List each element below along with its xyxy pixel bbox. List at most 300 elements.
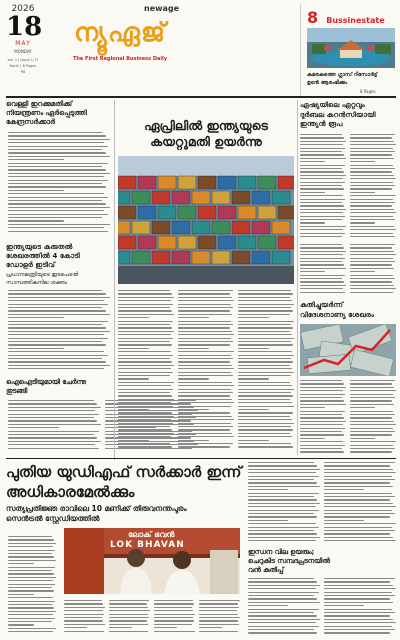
container-shape [238,206,256,219]
body-text-line [350,226,394,227]
body-text-line [248,588,316,589]
body-text-line [154,603,194,604]
body-text-line [238,334,292,335]
body-text-line [324,496,395,497]
body-text-line [238,348,269,349]
container-shape [152,221,170,234]
body-text-line [118,372,173,373]
body-text-line [8,563,34,564]
body-text-line [8,310,106,311]
container-shape [212,191,230,204]
right-story2 [300,300,396,319]
photo-banner-malayalam: ലോക് ഭവൻ [128,530,175,539]
main-story-body-center [64,600,240,636]
body-text-line [8,224,110,225]
body-text-line [178,314,232,315]
body-text-line [238,338,294,339]
body-text-line [118,344,172,345]
date-weekday: MONDAY [14,49,32,54]
body-text-line [350,281,392,282]
container-shape [118,191,130,204]
main-subhead-2: സെൻട്രൽ സ്റ്റേഡിയത്തിൽ [6,514,100,523]
body-text-line [8,186,106,187]
body-text-line [118,436,171,437]
body-text-line [8,231,108,232]
body-text-line [8,149,102,150]
body-text-line [199,627,222,628]
body-text-line [178,392,233,393]
body-text-line [154,600,193,601]
container-shape [158,236,176,249]
body-text-line [238,368,292,369]
body-text-line [199,620,238,621]
body-text-line [300,158,346,159]
body-text-line [238,416,290,417]
body-text-line [178,293,230,294]
left-story2-sub-2: സാമ്പത്തികനില ശക്തം [6,280,68,286]
body-text-line [350,261,395,262]
body-text-line [118,300,171,301]
body-text-line [350,188,392,189]
body-text-line [8,539,54,540]
container-shape [252,251,270,264]
right-story3-head-3: വൻ കുതിപ്പ് [248,566,284,574]
body-text-line [238,378,269,379]
body-text-line [8,193,104,194]
body-text-line [248,605,288,606]
date-month: MAY [15,40,31,47]
body-text-line [238,324,291,325]
body-text-line [324,592,392,593]
body-text-line [118,378,149,379]
container-shape [152,191,170,204]
body-text-line [350,212,396,213]
body-text-line [248,472,316,473]
body-text-line [64,627,87,628]
container-shape [232,191,250,204]
body-text-line [178,419,234,420]
body-text-line [350,175,394,176]
body-text-line [8,361,106,362]
body-text-line [248,598,317,599]
right-photo-currency [300,324,396,376]
body-text-line [238,358,291,359]
right-story3-body [248,578,396,636]
body-text-line [238,436,292,437]
body-text-line [248,585,320,586]
container-shape [118,176,136,189]
container-shape [218,236,236,249]
body-text-line [118,402,171,403]
body-text-line [300,192,325,193]
body-text-line [238,290,291,291]
body-text-line [324,462,395,463]
body-text-line [324,598,390,599]
body-text-line [8,573,54,574]
body-text-line [300,134,342,135]
body-text-line [238,300,292,301]
body-text-line [199,603,238,604]
lead-headline [118,118,294,150]
body-text-line [8,611,56,612]
body-text-line [8,607,54,608]
body-text-line [118,327,172,328]
body-text-line [178,365,232,366]
body-text-line [8,293,106,294]
body-text-line [109,620,147,621]
body-text-line [64,620,103,621]
body-text-line [178,304,231,305]
body-text-line [178,344,230,345]
body-text-line [300,254,343,255]
body-text-line [300,178,343,179]
body-text-line [178,443,233,444]
container-shape [238,236,256,249]
body-text-line [324,609,392,610]
body-text-line [350,271,375,272]
body-text-line [8,420,97,421]
body-text-line [324,619,393,620]
body-text-line [350,165,393,166]
body-text-line [324,629,395,630]
body-text-line [300,397,342,398]
body-text-line [300,407,325,408]
body-text-line [118,334,171,335]
lead-body [118,290,294,450]
body-text-line [324,527,392,528]
body-text-line [154,631,195,632]
body-text-line [8,365,110,366]
body-text-line [248,615,317,616]
body-text-line [178,368,234,369]
body-text-line [178,331,232,332]
body-text-line [8,307,102,308]
container-shape [212,251,230,264]
container-shape [218,206,236,219]
body-text-line [178,290,233,291]
body-text-line [8,437,97,438]
left-story3-head-1: ഐഐടിയുമായി ചേർന്നു [6,378,86,386]
body-text-line [8,210,104,211]
body-text-line [300,258,345,259]
body-text-line [8,553,52,554]
body-text-line [118,392,170,393]
body-text-line [300,236,342,237]
body-text-line [199,607,239,608]
body-text-line [248,496,314,497]
edition-line-2: Kochi | 8 Pages [9,64,37,68]
lead-headline-1: ഏപ്രിലിൽ ഇന്ത്യയുടെ [144,118,268,133]
body-text-line [8,180,108,181]
body-text-line [118,409,149,410]
body-text-line [8,190,64,191]
body-text-line [8,604,52,605]
body-text-line [8,139,110,140]
container-shape [198,176,216,189]
body-text-line [64,600,102,601]
right-story2-head-1: കുതിച്ചുയർന്ന് [300,300,344,309]
body-text-line [8,427,59,428]
body-text-line [324,626,392,627]
body-text-line [8,448,99,449]
body-text-line [324,510,392,511]
body-text-line [300,161,325,162]
body-text-line [300,451,344,452]
body-text-line [178,382,232,383]
body-text-line [8,146,108,147]
body-text-line [238,389,294,390]
body-text-line [8,321,108,322]
body-text-line [64,610,103,611]
body-text-line [350,205,392,206]
right-story1-head-2: ദുർബല കറൻസിയായി [300,109,376,119]
body-text-line [178,338,231,339]
body-text-line [8,414,99,415]
body-text-line [350,264,392,265]
body-text-line [238,399,290,400]
container-shape [278,206,294,219]
body-text-line [64,607,105,608]
body-text-line [238,310,293,311]
promo-box[interactable] [300,4,396,96]
body-text-line [109,607,148,608]
body-text-line [300,288,343,289]
body-text-line [178,389,231,390]
logo-block[interactable] [46,6,194,68]
body-text-line [8,176,104,177]
body-text-line [350,383,392,384]
body-text-line [350,438,375,439]
body-text-line [350,216,393,217]
main-headline-1: പുതിയ യുഡിഎഫ് സർക്കാർ ഇന്ന് [6,463,242,481]
body-text-line [300,275,345,276]
body-text-line [350,222,375,223]
date-day: 18 [6,12,43,42]
body-text-line [8,444,95,445]
body-text-line [350,258,393,259]
body-text-line [8,327,106,328]
body-text-line [118,419,171,420]
body-text-line [350,417,392,418]
body-text-line [178,324,233,325]
body-text-line [238,443,291,444]
body-text-line [8,441,101,442]
body-text-line [300,209,346,210]
body-text-line [109,627,132,628]
body-text-line [300,188,344,189]
body-text-line [238,395,293,396]
body-text-line [238,382,290,383]
body-text-line [8,135,106,136]
body-text-line [324,523,396,524]
body-text-line [238,402,292,403]
body-text-line [178,307,233,308]
body-text-line [178,310,230,311]
body-text-line [248,513,314,514]
body-text-line [248,527,319,528]
body-text-line [238,317,269,318]
body-text-line [350,137,392,138]
body-text-line [118,365,174,366]
body-text-line [300,168,342,169]
body-text-line [238,419,292,420]
container-shape [272,221,290,234]
body-text-line [324,605,364,606]
masthead-rule [6,96,396,98]
body-text-line [8,341,102,342]
body-text-line [248,506,316,507]
body-text-line [64,631,104,632]
body-text-line [324,585,393,586]
body-text-line [118,290,170,291]
body-text-line [109,617,149,618]
body-text-line [8,304,108,305]
body-text-line [350,404,394,405]
body-text-line [324,622,396,623]
body-text-line [324,615,390,616]
body-text-line [8,163,108,164]
left-story2 [6,242,112,287]
body-text-line [8,358,102,359]
body-text-line [8,580,53,581]
body-text-line [8,570,52,571]
body-text-line [8,290,102,291]
body-text-line [8,183,102,184]
body-text-line [178,358,233,359]
main-subhead-1: സത്യപ്രതിജ്ഞ രാവിലെ 10 മണിക്ക് തിരുവനന്തപുരം [6,504,187,513]
body-text-line [300,251,346,252]
body-text-line [118,426,170,427]
body-text-line [324,476,392,477]
body-text-line [109,631,148,632]
body-text-line [154,627,177,628]
body-text-line [178,426,233,427]
container-shape [178,176,196,189]
body-text-line [64,624,105,625]
body-text-line [238,304,294,305]
body-text-line [178,429,230,430]
body-text-line [118,416,174,417]
body-text-line [238,423,294,424]
container-shape [258,176,276,189]
body-text-line [324,503,393,504]
promo-image [307,28,395,68]
container-shape [278,176,294,189]
body-text-line [350,247,392,248]
body-text-line [178,375,233,376]
right-story3-head-2: ചെറുകിട സമ്പദ്ഘടനയിൽ [248,557,330,565]
body-text-line [154,607,192,608]
logo-wordmark: ന്യൂഏജ് [73,18,167,48]
body-text-line [248,533,317,534]
body-text-line [350,148,393,149]
body-text-line [118,423,173,424]
body-text-line [350,236,395,237]
promo-section: Bussinestate [326,16,385,25]
body-text-line [238,375,291,376]
body-text-line [300,268,346,269]
body-text-line [178,440,209,441]
body-text-line [300,226,346,227]
container-shape [218,176,236,189]
body-text-line [300,229,343,230]
container-shape [212,221,230,234]
container-shape [118,221,130,234]
body-text-line [178,423,231,424]
body-text-line [8,142,104,143]
body-text-line [118,304,173,305]
container-shape [158,176,176,189]
body-text-line [118,324,170,325]
body-text-line [350,407,375,408]
body-text-line [8,156,110,157]
body-text-line [118,355,173,356]
body-text-line [350,400,392,401]
photo-banner-english: LOK BHAVAN [110,540,185,550]
body-text-line [350,445,393,446]
body-text-line [118,331,174,332]
body-text-line [178,348,209,349]
body-text-line [324,537,393,538]
body-text-line [350,151,395,152]
body-text-line [8,297,110,298]
body-text-line [8,220,64,221]
center-right-divider [297,100,298,455]
body-text-line [199,614,238,615]
body-text-line [238,372,294,373]
left-story2-head-1: ഇന്ത്യയുടെ കരുതൽ [6,242,73,251]
body-text-line [324,489,364,490]
body-text-line [324,632,390,633]
body-text-line [350,233,393,234]
body-text-line [178,297,232,298]
date-box [6,4,43,90]
body-text-line [350,278,395,279]
container-shape [198,206,216,219]
body-text-line [300,202,342,203]
body-text-line [300,285,346,286]
body-text-line [300,182,345,183]
body-text-line [324,465,390,466]
body-text-line [300,448,342,449]
body-text-line [248,626,319,627]
body-text-line [350,185,395,186]
body-text-line [300,383,344,384]
body-text-line [350,244,395,245]
body-text-line [350,448,395,449]
body-text-line [178,409,209,410]
container-shape [232,251,250,264]
body-text-line [238,331,290,332]
body-text-line [178,321,231,322]
body-text-line [8,587,52,588]
body-text-line [8,217,102,218]
body-text-line [300,165,345,166]
container-shape [272,251,290,264]
left-story2-body [8,290,110,374]
left-story2-head-2: ശേഖരത്തിൽ 4 കോടി [6,251,80,260]
body-text-line [300,244,342,245]
body-text-line [300,175,346,176]
body-text-line [248,595,314,596]
body-text-line [248,520,288,521]
body-text-line [8,631,53,632]
body-text-line [300,151,342,152]
body-text-line [300,428,345,429]
left-story2-sub-1: പ്രധാനമന്ത്രിയുടെ ഇടപെടൽ [6,272,79,278]
body-text-line [238,392,291,393]
body-text-line [178,433,232,434]
